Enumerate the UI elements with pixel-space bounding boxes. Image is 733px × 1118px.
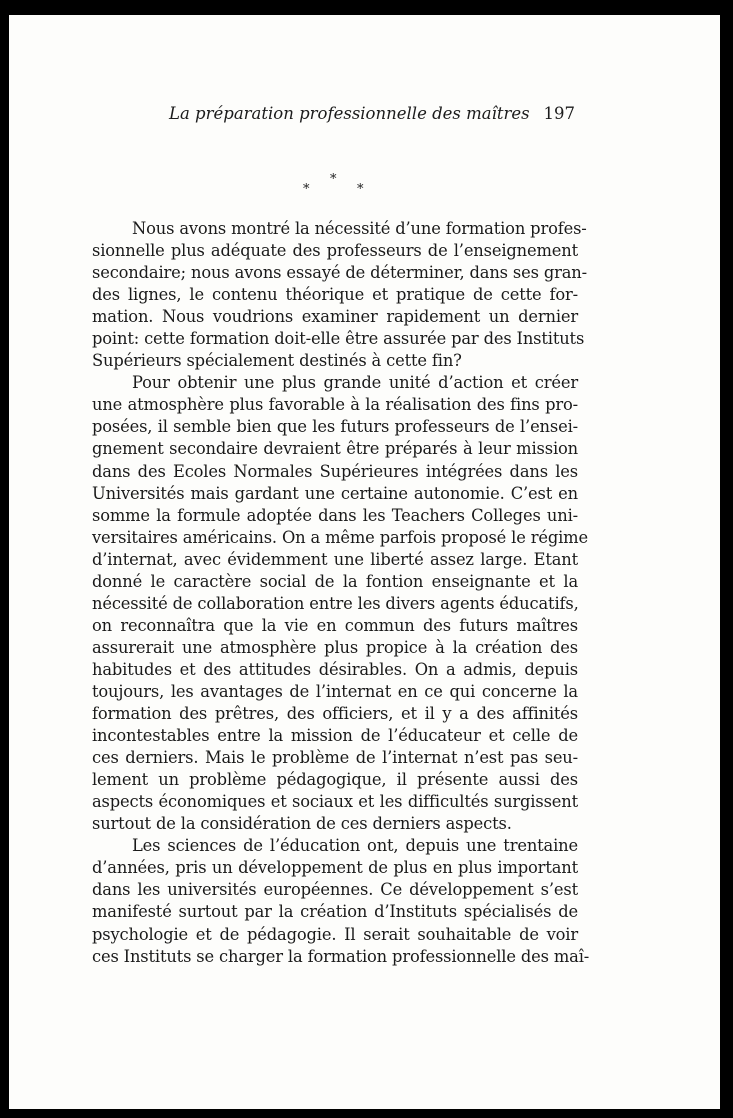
book-page	[9, 15, 720, 1109]
text-line: manifesté surtout par la création d’Instituts spécialisés de	[92, 902, 578, 922]
text-line: point: cette formation doit-elle être assurée par des Instituts	[92, 329, 585, 349]
section-separator	[289, 170, 379, 200]
text-line: on reconnaîtra que la vie en commun des futurs maîtres	[92, 615, 578, 635]
running-header	[169, 104, 575, 128]
paragraph	[92, 218, 587, 372]
paragraph	[92, 835, 590, 967]
text-line: donné le caractère social de la fontion enseignante et la	[92, 571, 578, 591]
text-line: habitudes et des attitudes désirables. On a admis, depuis	[92, 659, 578, 679]
text-line: assurerait une atmosphère plus propice à la création des	[92, 637, 578, 657]
text-line: nécessité de collaboration entre les divers agents éducatifs,	[92, 593, 579, 613]
text-line: psychologie et de pédagogie. Il serait souhaitable de voir	[92, 924, 578, 944]
text-line: versitaires américains. On a même parfois proposé le régime	[92, 527, 588, 547]
text-line: Supérieurs spécialement destinés à cette fin?	[92, 351, 462, 371]
text-line: somme la formule adoptée dans les Teachers Colleges uni-	[92, 505, 578, 525]
text-line: formation des prêtres, des officiers, et il y a des affinités	[92, 704, 578, 724]
body-text	[92, 218, 590, 968]
text-line: d’années, pris un développement de plus en plus important	[92, 858, 578, 878]
text-line: dans des Ecoles Normales Supérieures intégrées dans les	[92, 461, 578, 481]
text-line: Les sciences de l’éducation ont, depuis une trentaine	[132, 836, 578, 856]
text-line: sionnelle plus adéquate des professeurs de l’enseignement	[92, 241, 578, 261]
separator-star: *	[303, 182, 310, 197]
running-title: La préparation professionnelle des maîtres	[169, 104, 530, 123]
text-line: d’internat, avec évidemment une liberté assez large. Etant	[92, 549, 578, 569]
page-number: 197	[543, 104, 575, 123]
text-line: Universités mais gardant une certaine autonomie. C’est en	[92, 483, 578, 503]
text-line: toujours, les avantages de l’internat en ce qui concerne la	[92, 681, 578, 701]
separator-star: *	[330, 172, 337, 187]
text-line: gnement secondaire devraient être préparés à leur mission	[92, 439, 578, 459]
text-line: ces Instituts se charger la formation professionnelle des maî-	[92, 946, 590, 966]
paragraph	[92, 372, 588, 835]
text-line: Nous avons montré la nécessité d’une formation profes-	[132, 219, 587, 238]
text-line: incontestables entre la mission de l’éducateur et celle de	[92, 726, 578, 746]
text-line: surtout de la considération de ces derniers aspects.	[92, 814, 512, 834]
text-line: une atmosphère plus favorable à la réalisation des fins pro-	[92, 395, 578, 415]
text-line: Pour obtenir une plus grande unité d’action et créer	[132, 373, 578, 393]
text-line: lement un problème pédagogique, il présente aussi des	[92, 770, 578, 790]
text-line: mation. Nous voudrions examiner rapidement un dernier	[92, 307, 578, 327]
text-line: posées, il semble bien que les futurs professeurs de l’ensei-	[92, 417, 578, 437]
text-line: secondaire; nous avons essayé de déterminer, dans ses gran-	[92, 263, 587, 283]
text-line: des lignes, le contenu théorique et pratique de cette for-	[92, 285, 578, 305]
separator-star: *	[357, 182, 364, 197]
text-line: ces derniers. Mais le problème de l’internat n’est pas seu-	[92, 748, 578, 768]
text-line: aspects économiques et sociaux et les difficultés surgissent	[92, 792, 578, 812]
text-line: dans les universités européennes. Ce développement s’est	[92, 880, 578, 900]
